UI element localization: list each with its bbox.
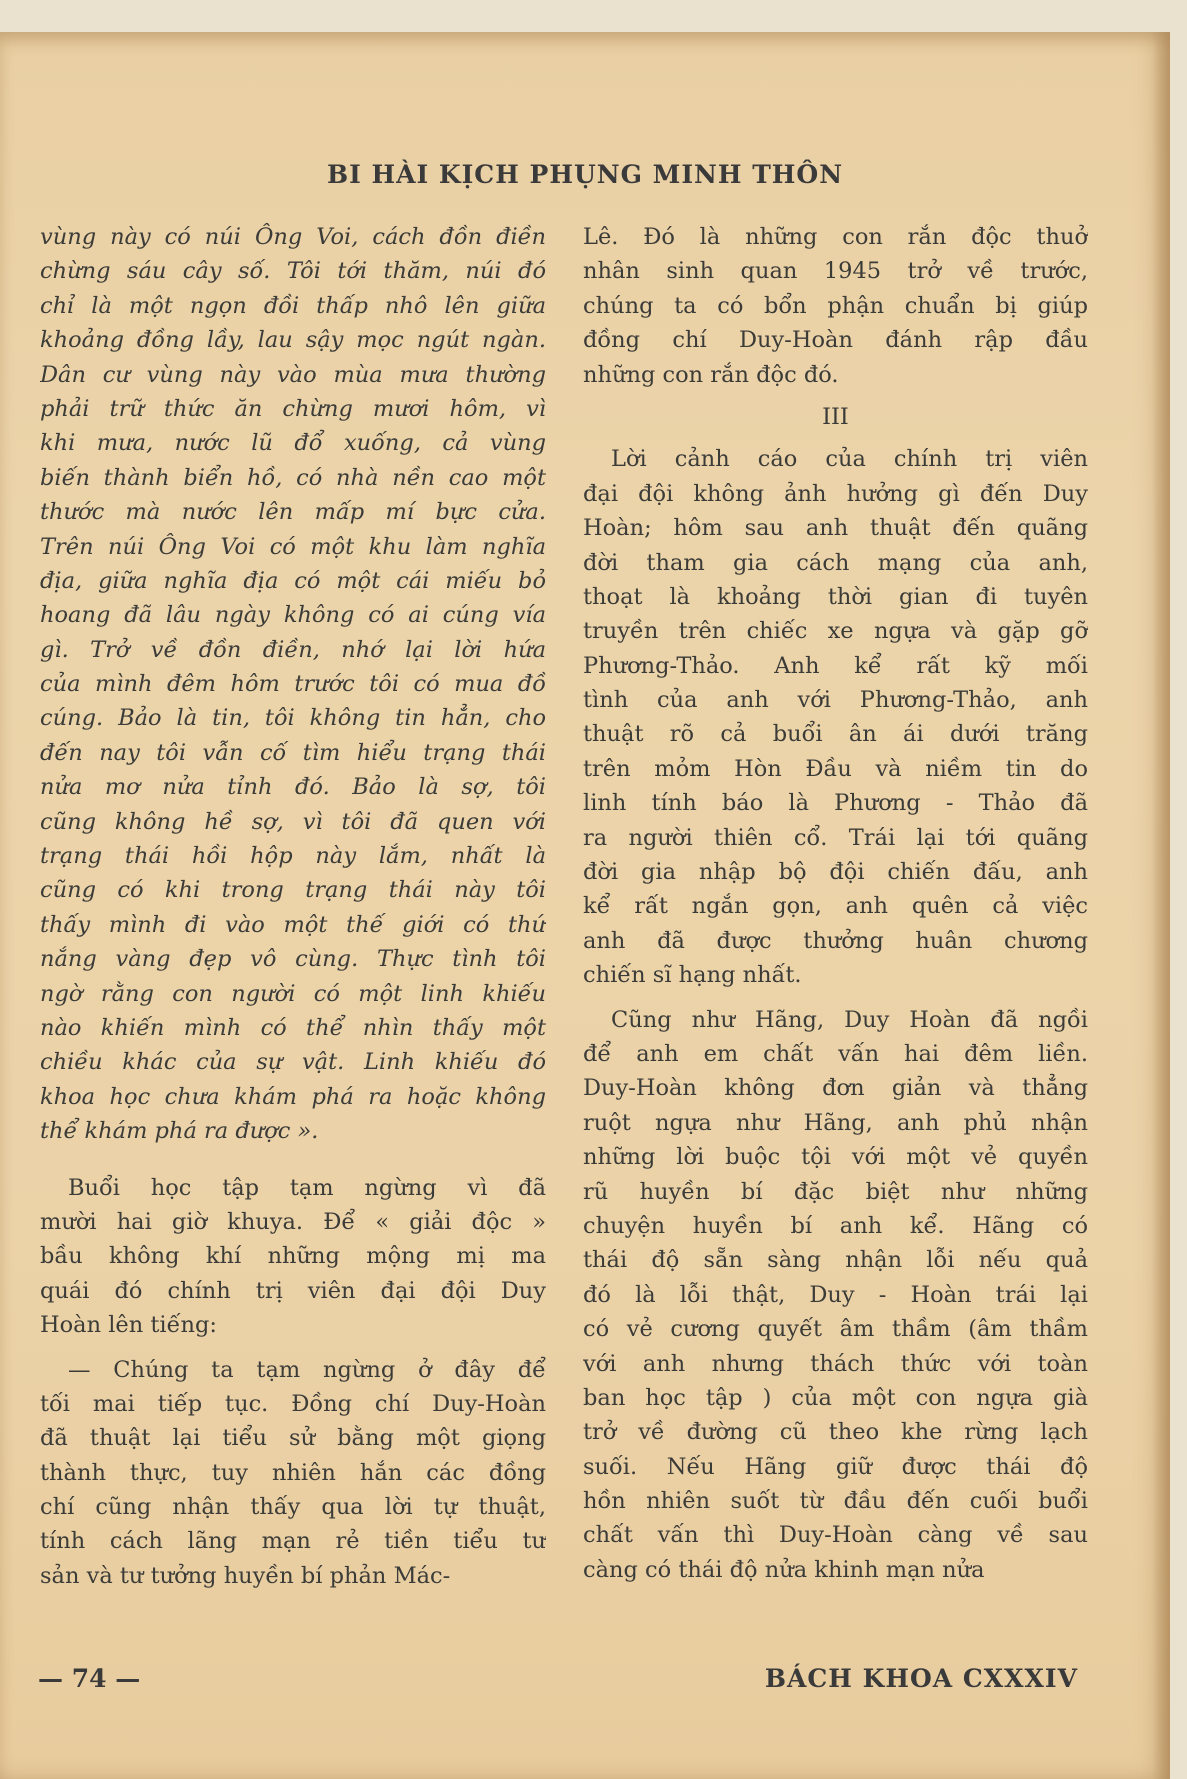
text-line: cũng có khi trong trạng thái này tôi — [40, 877, 546, 904]
page-edge-stain — [1152, 32, 1170, 1779]
running-header: BI HÀI KỊCH PHỤNG MINH THÔN — [326, 160, 844, 189]
text-line: chuyện huyền bí anh kể. Hãng có — [583, 1212, 1088, 1239]
text-line: thước mà nước lên mấp mí bực cửa. — [40, 499, 546, 526]
text-line: những lời buộc tội với một vẻ quyền — [583, 1144, 1088, 1171]
text-line: cũng không hề sợ, vì tôi đã quen với — [40, 808, 546, 835]
text-line: trạng thái hồi hộp này lắm, nhất là — [40, 843, 546, 870]
text-line: cúng. Bảo là tin, tôi không tin hẳn, cho — [40, 705, 546, 732]
text-line: đến nay tôi vẫn cố tìm hiểu trạng thái — [40, 739, 546, 766]
text-line: — Chúng ta tạm ngừng ở đây để — [68, 1356, 546, 1383]
text-line: mười hai giờ khuya. Để « giải độc » — [40, 1208, 546, 1235]
text-line: tối mai tiếp tục. Đồng chí Duy-Hoàn — [40, 1390, 546, 1417]
text-line: của mình đêm hôm trước tôi có mua đồ — [40, 671, 546, 698]
text-line: thuật rõ cả buổi ân ái dưới trăng — [583, 721, 1088, 748]
text-line: ruột ngựa như Hãng, anh phủ nhận — [583, 1109, 1088, 1136]
text-line: Lời cảnh cáo của chính trị viên — [611, 446, 1088, 473]
text-line: nửa mơ nửa tỉnh đó. Bảo là sợ, tôi — [40, 774, 546, 801]
paragraph-study-pause — [40, 1171, 546, 1343]
paragraph-continuation — [583, 220, 1088, 392]
text-line: rũ huyền bí đặc biệt như những — [583, 1178, 1088, 1205]
text-line: đó là lỗi thật, Duy - Hoàn trái lại — [583, 1281, 1088, 1308]
section-heading: III — [822, 403, 849, 430]
paragraph-political-officer-speech — [40, 1353, 546, 1594]
text-line: Buổi học tập tạm ngừng vì đã — [68, 1174, 546, 1201]
text-line: sản và tư tưởng huyền bí phản Mác- — [40, 1562, 451, 1589]
text-line: Hoàn lên tiếng: — [40, 1312, 217, 1339]
text-line: đồng chí Duy-Hoàn đánh rập đầu — [583, 327, 1088, 354]
text-line: thái độ sẵn sàng nhận lỗi nếu quả — [583, 1247, 1088, 1274]
text-line: hoang đã lâu ngày không có ai cúng vía — [40, 602, 546, 629]
text-line: tính cách lãng mạn rẻ tiền tiểu tư — [40, 1528, 546, 1555]
text-line: đã thuật lại tiểu sử bằng một giọng — [40, 1425, 546, 1452]
text-line: quái đó chính trị viên đại đội Duy — [40, 1277, 546, 1304]
page-number: — 74 — — [38, 1664, 141, 1693]
text-line: Hoàn; hôm sau anh thuật đến quãng — [583, 515, 1088, 542]
text-line: thấy mình đi vào một thế giới có thứ — [40, 911, 546, 938]
text-line: vùng này có núi Ông Voi, cách đồn điền — [40, 224, 546, 250]
text-line: trở về đường cũ theo khe rừng lạch — [583, 1419, 1088, 1446]
text-line: chỉ là một ngọn đồi thấp nhô lên giữa — [40, 292, 546, 319]
text-line: bầu không khí những mộng mị ma — [40, 1243, 546, 1270]
text-line: nào khiến mình có thể nhìn thấy một — [40, 1014, 546, 1041]
text-line: chừng sáu cây số. Tôi tới thăm, núi đó — [40, 258, 546, 285]
text-line: kể rất ngắn gọn, anh quên cả việc — [583, 893, 1088, 920]
text-line: với anh nhưng thách thức với toàn — [583, 1350, 1088, 1377]
paragraph-interrogation — [583, 1003, 1088, 1588]
text-line: ban học tập ) của một con ngựa già — [583, 1384, 1088, 1411]
text-line: càng có thái độ nửa khinh mạn nửa — [583, 1556, 985, 1583]
text-line: chiều khác của sự vật. Linh khiếu đó — [40, 1049, 546, 1076]
text-line: gì. Trở về đồn điền, nhớ lại lời hứa — [40, 636, 546, 663]
text-line: Trên núi Ông Voi có một khu làm nghĩa — [40, 533, 546, 560]
paragraph-warning — [583, 442, 1088, 992]
text-line: tình của anh với Phương-Thảo, anh — [583, 687, 1088, 714]
book-page — [0, 32, 1170, 1779]
italic-quote-block — [40, 220, 546, 1149]
text-line: nhân sinh quan 1945 trở về trước, — [583, 258, 1088, 285]
text-line: đời gia nhập bộ đội chiến đấu, anh — [583, 859, 1088, 886]
text-line: anh đã được thưởng huân chương — [583, 927, 1088, 954]
text-line: đời tham gia cách mạng của anh, — [583, 549, 1088, 576]
text-line: Lê. Đó là những con rắn độc thuở — [583, 224, 1088, 250]
text-line: khoa học chưa khám phá ra hoặc không — [40, 1083, 546, 1110]
text-line: ra người thiên cổ. Trái lại tới quãng — [583, 824, 1088, 851]
left-column — [40, 220, 546, 1593]
text-line: những con rắn độc đó. — [583, 361, 839, 388]
text-line: hồn nhiên suốt từ đầu đến cuối buổi — [583, 1488, 1088, 1515]
text-line: suối. Nếu Hãng giữ được thái độ — [583, 1453, 1088, 1480]
text-line: thoạt là khoảng thời gian đi tuyên — [583, 583, 1088, 610]
text-line: khoảng đồng lầy, lau sậy mọc ngút ngàn. — [40, 327, 546, 354]
right-column — [583, 220, 1088, 1587]
text-line: Phương-Thảo. Anh kể rất kỹ mối — [583, 652, 1088, 679]
text-line: Duy-Hoàn không đơn giản và thẳng — [583, 1075, 1088, 1102]
text-line: đại đội không ảnh hưởng gì đến Duy — [583, 480, 1088, 507]
journal-footer: BÁCH KHOA CXXXIV — [764, 1664, 1078, 1693]
text-line: chiến sĩ hạng nhất. — [583, 962, 802, 989]
text-line: thành thực, tuy nhiên hắn các đồng — [40, 1459, 546, 1486]
text-line: khi mưa, nước lũ đổ xuống, cả vùng — [40, 430, 546, 457]
text-line: Dân cư vùng này vào mùa mưa thường — [40, 361, 546, 388]
text-line: địa, giữa nghĩa địa có một cái miếu bỏ — [40, 567, 546, 594]
text-line: biến thành biển hồ, có nhà nền cao một — [40, 464, 546, 491]
text-line: ngờ rằng con người có một linh khiếu — [40, 980, 546, 1007]
text-line: linh tính báo là Phương - Thảo đã — [583, 790, 1088, 817]
text-line: trên mỏm Hòn Đầu và niềm tin do — [583, 755, 1088, 782]
text-line: chất vấn thì Duy-Hoàn càng về sau — [583, 1522, 1088, 1549]
text-line: thể khám phá ra được ». — [40, 1118, 319, 1145]
text-line: chúng ta có bổn phận chuẩn bị giúp — [583, 292, 1088, 319]
text-line: truyền trên chiếc xe ngựa và gặp gỡ — [583, 618, 1088, 645]
text-line: có vẻ cương quyết âm thầm (âm thầm — [583, 1316, 1088, 1343]
text-line: phải trữ thức ăn chừng mươi hôm, vì — [40, 395, 546, 422]
text-line: Cũng như Hãng, Duy Hoàn đã ngồi — [611, 1006, 1088, 1033]
text-line: nắng vàng đẹp vô cùng. Thực tình tôi — [40, 946, 546, 973]
text-line: để anh em chất vấn hai đêm liền. — [583, 1040, 1088, 1067]
text-line: chí cũng nhận thấy qua lời tự thuật, — [40, 1494, 546, 1521]
